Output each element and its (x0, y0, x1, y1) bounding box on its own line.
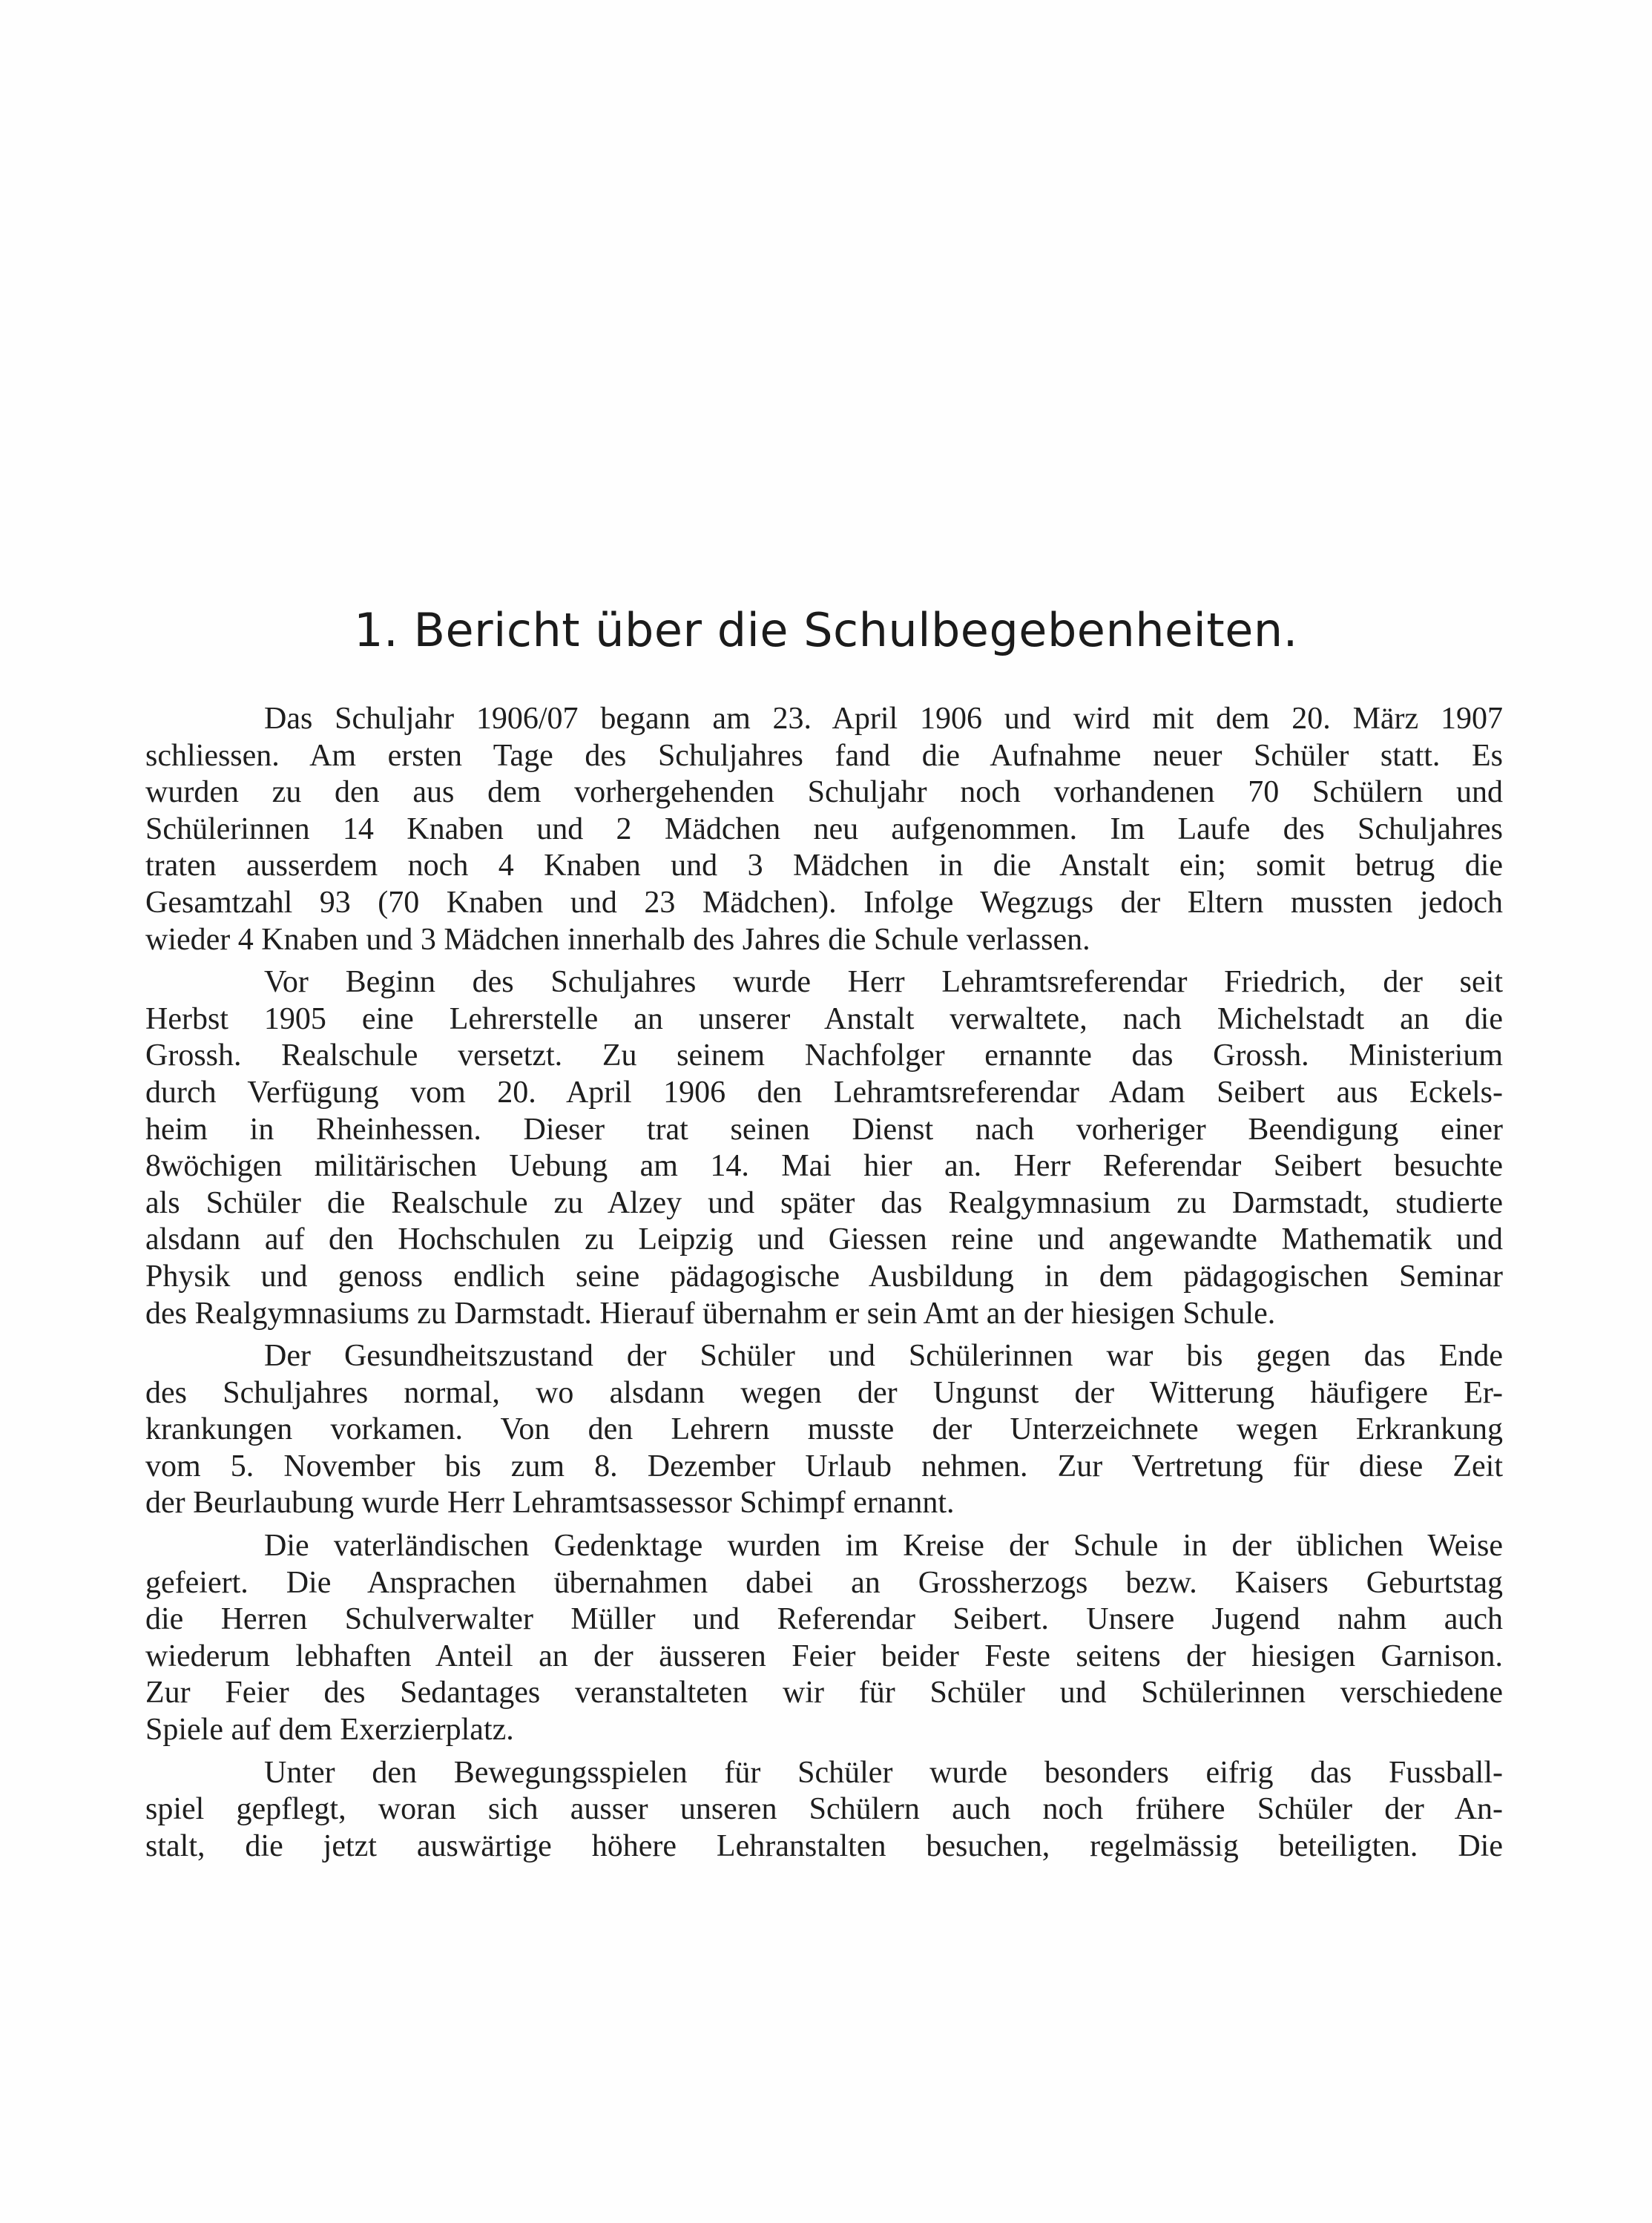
text-line: gefeiert. Die Ansprachen übernahmen dabei an Grossherzogs bezw. Kaisers Geburtstag (145, 1565, 1503, 1600)
paragraph-sports (145, 1755, 1503, 1865)
text-line: Der Gesundheitszustand der Schüler und Schülerinnen war bis gegen das Ende (264, 1339, 1503, 1374)
text-line: Herbst 1905 eine Lehrerstelle an unserer Anstalt verwaltete, nach Michelstadt an die (145, 1001, 1503, 1036)
text-line: stalt, die jetzt auswärtige höhere Lehranstalten besuchen, regelmässig beteiligten. Die (145, 1828, 1503, 1863)
text-line: spiel gepflegt, woran sich ausser unseren Schülern auch noch frühere Schüler der An- (145, 1792, 1503, 1827)
text-line: traten ausserdem noch 4 Knaben und 3 Mädchen in die Anstalt ein; somit betrug die (145, 849, 1503, 883)
text-line: heim in Rheinhessen. Dieser trat seinen Dienst nach vorheriger Beendigung einer (145, 1112, 1503, 1147)
section-heading: 1. Bericht über die Schulbegebenheiten. (354, 603, 1298, 657)
text-line: alsdann auf den Hochschulen zu Leipzig und Giessen reine und angewandte Mathematik und (145, 1222, 1503, 1257)
text-line: wieder 4 Knaben und 3 Mädchen innerhalb des Jahres die Schule verlassen. (145, 922, 1090, 957)
text-line: der Beurlaubung wurde Herr Lehramtsassessor Schimpf ernannt. (145, 1486, 955, 1521)
text-line: wurden zu den aus dem vorhergehenden Schuljahr noch vorhandenen 70 Schülern und (145, 775, 1503, 810)
paragraph-staff (145, 964, 1503, 1332)
text-line: Physik und genoss endlich seine pädagogische Ausbildung in dem pädagogischen Seminar (145, 1259, 1503, 1294)
paragraph-enrollment (145, 701, 1503, 958)
text-line: Vor Beginn des Schuljahres wurde Herr Lehramtsreferendar Friedrich, der seit (264, 965, 1503, 1000)
text-line: Schülerinnen 14 Knaben und 2 Mädchen neu aufgenommen. Im Laufe des Schuljahres (145, 811, 1503, 846)
text-line: krankungen vorkamen. Von den Lehrern musste der Unterzeichnete wegen Erkrankung (145, 1412, 1503, 1447)
text-line: Grossh. Realschule versetzt. Zu seinem Nachfolger ernannte das Grossh. Ministerium (145, 1038, 1503, 1073)
text-line: vom 5. November bis zum 8. Dezember Urlaub nehmen. Zur Vertretung für diese Zeit (145, 1449, 1503, 1483)
text-line: Gesamtzahl 93 (70 Knaben und 23 Mädchen). Infolge Wegzugs der Eltern mussten jedoch (145, 885, 1503, 920)
text-line: schliessen. Am ersten Tage des Schuljahres fand die Aufnahme neuer Schüler statt. Es (145, 738, 1503, 773)
text-line: Spiele auf dem Exerzierplatz. (145, 1713, 514, 1748)
paragraph-commemorations (145, 1528, 1503, 1749)
text-line: Zur Feier des Sedantages veranstalteten wir für Schüler und Schülerinnen verschiedene (145, 1676, 1503, 1710)
text-line: des Schuljahres normal, wo alsdann wegen der Ungunst der Witterung häufigere Er- (145, 1375, 1503, 1410)
text-line: Das Schuljahr 1906/07 begann am 23. April 1906 und wird mit dem 20. März 1907 (264, 702, 1503, 736)
text-line: 8wöchigen militärischen Uebung am 14. Mai hier an. Herr Referendar Seibert besuchte (145, 1149, 1503, 1184)
text-line: des Realgymnasiums zu Darmstadt. Hierauf übernahm er sein Amt an der hiesigen Schule. (145, 1296, 1276, 1331)
text-line: Unter den Bewegungsspielen für Schüler wurde besonders eifrig das Fussball- (264, 1755, 1503, 1790)
text-line: wiederum lebhaften Anteil an der äusseren Feier beider Feste seitens der hiesigen Garnison. (145, 1639, 1503, 1673)
paragraph-health (145, 1338, 1503, 1522)
body-text (145, 701, 1503, 1865)
text-line: die Herren Schulverwalter Müller und Referendar Seibert. Unsere Jugend nahm auch (145, 1602, 1503, 1637)
text-line: als Schüler die Realschule zu Alzey und später das Realgymnasium zu Darmstadt, studierte (145, 1185, 1503, 1220)
text-line: durch Verfügung vom 20. April 1906 den Lehramtsreferendar Adam Seibert aus Eckels- (145, 1075, 1503, 1110)
text-line: Die vaterländischen Gedenktage wurden im Kreise der Schule in der üblichen Weise (264, 1529, 1503, 1564)
